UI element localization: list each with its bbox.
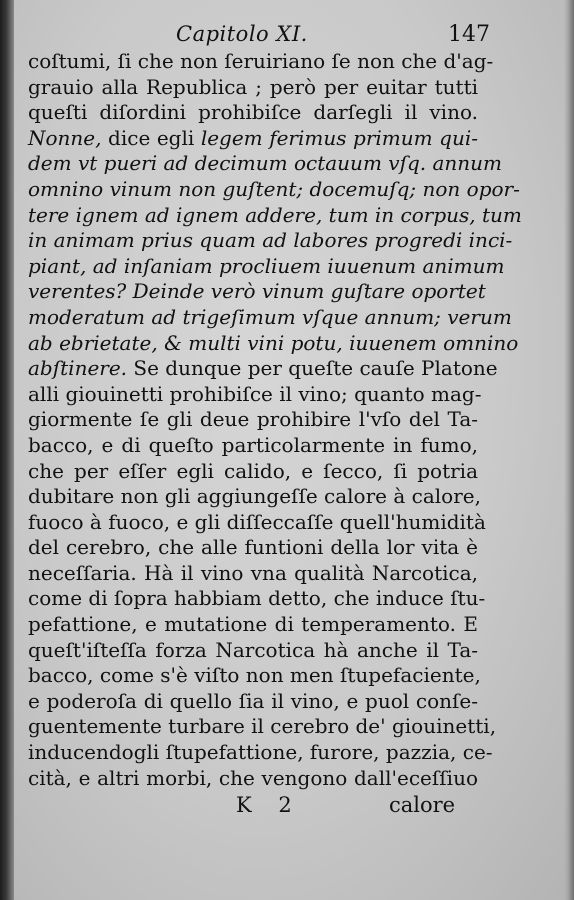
text-line: cità, e altri morbi, che vengono dall'eceſſiuo bbox=[28, 765, 478, 790]
text-line: in animam prius quam ad labores progredi inci- bbox=[28, 228, 513, 253]
page-number: 147 bbox=[448, 22, 490, 47]
text-line: del cerebro, che alle funtioni della lor vita è bbox=[28, 535, 478, 560]
text-line: coſtumi, ſi che non ſeruiriano ſe non che d'ag- bbox=[28, 49, 494, 73]
text-line bbox=[28, 356, 498, 382]
italic-span: legem ferimus primum qui- bbox=[200, 125, 478, 150]
text-line: bacco, come s'è viſto non men ſtupefaciente, bbox=[28, 663, 481, 688]
catchword: calore bbox=[389, 793, 456, 817]
text-line: pefattione, e mutatione di temperamento. E bbox=[28, 612, 478, 637]
page-edge-shadow-right bbox=[564, 0, 574, 900]
roman-span: dice egli bbox=[101, 125, 201, 150]
italic-span: abſtinere. bbox=[28, 356, 128, 381]
page-header bbox=[24, 22, 564, 52]
text-line: guentemente turbare il cerebro de' giouinetti, bbox=[28, 714, 497, 739]
page-edge-shadow-left bbox=[0, 0, 14, 900]
text-line: come di ſopra habbiam detto, che induce ſtu- bbox=[28, 586, 486, 611]
text-line: ab ebrietate, & multi vini potu, iuuenem omnino bbox=[28, 330, 519, 355]
text-line: e poderoſa di quello ſia il vino, e puol conſe- bbox=[28, 688, 478, 713]
text-line: bacco, e di queſto particolarmente in fumo, bbox=[28, 432, 478, 457]
roman-span: Se dunque per queſte cauſe Platone bbox=[127, 356, 498, 381]
text-line: tere ignem ad ignem addere, tum in corpus, tum bbox=[28, 202, 522, 227]
italic-span: Nonne, bbox=[28, 125, 102, 150]
body-text bbox=[28, 49, 522, 791]
text-line: dubitare non gli aggiungeſſe calore à calore, bbox=[28, 484, 481, 509]
text-line: che per eſſer egli calido, e ſecco, ſi potria bbox=[28, 458, 478, 483]
text-line: grauio alla Republica ; però per euitar tutti bbox=[28, 74, 478, 99]
text-line: dem vt pueri ad decimum octauum vſq. annum bbox=[28, 151, 503, 176]
text-line: moderatum ad trigeſimum vſque annum; verum bbox=[28, 304, 512, 329]
text-line: omnino vinum non guſtent; docemuſq; non opor- bbox=[28, 176, 520, 201]
text-line: verentes? Deinde verò vinum guſtare oportet bbox=[28, 279, 486, 304]
text-line bbox=[28, 126, 478, 152]
signature-mark: K 2 bbox=[236, 793, 302, 817]
running-title: Capitolo XI. bbox=[176, 22, 308, 46]
text-line: giormente ſe gli deue prohibire l'vſo del Ta- bbox=[28, 407, 478, 432]
text-line: inducendogli ſtupefattione, furore, pazzia, ce- bbox=[28, 740, 493, 765]
text-line: queſti diſordini prohibiſce darſegli il vino. bbox=[28, 100, 478, 125]
text-line: fuoco à fuoco, e gli diſſeccaſſe quell'humidità bbox=[28, 509, 486, 534]
text-line: piant, ad inſaniam procliuem iuuenum animum bbox=[28, 253, 505, 278]
page-footer bbox=[24, 793, 564, 823]
text-line: queſt'iſteſſa forza Narcotica hà anche il Ta- bbox=[28, 637, 478, 662]
text-line: neceſſaria. Hà il vino vna qualità Narcotica, bbox=[28, 560, 478, 585]
text-line: alli giouinetti prohibiſce il vino; quanto mag- bbox=[28, 381, 482, 406]
